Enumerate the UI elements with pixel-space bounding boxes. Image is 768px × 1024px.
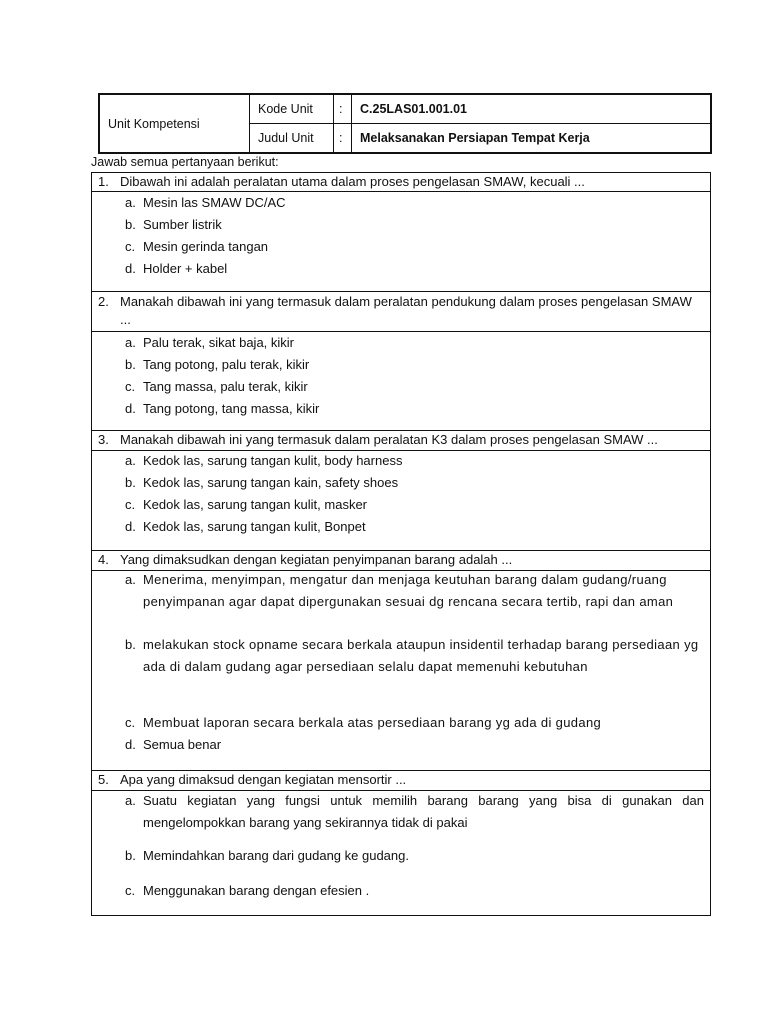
option-text: Tang potong, tang massa, kikir <box>143 401 320 416</box>
option-letter: c. <box>125 379 136 394</box>
question-1 <box>91 172 711 292</box>
option-letter: d. <box>125 261 136 276</box>
option-text: Kedok las, sarung tangan kulit, body harness <box>143 453 403 468</box>
option-text: Semua benar <box>143 737 222 752</box>
option-letter: b. <box>125 475 136 490</box>
option-text: melakukan stock opname secara berkala ataupun insidentil terhadap barang persediaan yg ada di dalam gudang agar persediaan selalu dapat memenuhi kebutuhan <box>143 637 699 674</box>
question-text: Manakah dibawah ini yang termasuk dalam peralatan K3 dalam proses pengelasan SMAW ... <box>120 432 658 447</box>
judul-unit-label: Judul Unit <box>250 124 334 153</box>
option-letter: c. <box>125 239 136 254</box>
question-header <box>92 292 710 332</box>
option-item <box>92 398 704 420</box>
question-number: 5. <box>98 772 109 787</box>
option-text: Menerima, menyimpan, mengatur dan menjaga keutuhan barang dalam gudang/ruang penyimpanan agar dapat dipergunakan sesuai dg rencana secara tertib, rapi dan aman <box>143 572 674 609</box>
option-item <box>92 472 704 494</box>
option-letter: b. <box>125 217 136 232</box>
option-text: Kedok las, sarung tangan kulit, Bonpet <box>143 519 366 534</box>
option-text: Kedok las, sarung tangan kulit, masker <box>143 497 368 512</box>
unit-kompetensi-label: Unit Kompetensi <box>100 95 250 152</box>
option-text: Kedok las, sarung tangan kain, safety shoes <box>143 475 399 490</box>
kode-unit-label: Kode Unit <box>250 95 334 124</box>
option-item <box>92 450 704 472</box>
option-item <box>92 236 704 258</box>
question-3 <box>91 430 711 551</box>
option-text: Mesin las SMAW DC/AC <box>143 195 286 210</box>
option-item <box>92 354 704 376</box>
question-text: Manakah dibawah ini yang termasuk dalam peralatan pendukung dalam proses pengelasan SMAW ... <box>120 294 692 327</box>
question-2 <box>91 291 711 431</box>
question-number: 1. <box>98 174 109 189</box>
option-item <box>92 734 704 756</box>
option-item <box>92 569 704 613</box>
question-text: Dibawah ini adalah peralatan utama dalam proses pengelasan SMAW, kecuali ... <box>120 174 585 189</box>
option-letter: a. <box>125 453 136 468</box>
option-item <box>92 845 704 867</box>
option-text: Holder + kabel <box>143 261 228 276</box>
option-item <box>92 214 704 236</box>
judul-unit-value: Melaksanakan Persiapan Tempat Kerja <box>360 130 590 145</box>
option-text: Menggunakan barang dengan efesien . <box>143 883 370 898</box>
option-text: Suatu kegiatan yang fungsi untuk memilih barang barang yang bisa di gunakan dan mengelompokkan barang yang sekirannya tidak di pakai <box>143 793 704 830</box>
option-item <box>92 880 704 902</box>
question-header <box>92 173 710 192</box>
option-letter: c. <box>125 883 136 898</box>
unit-header-table <box>98 93 712 154</box>
option-item <box>92 494 704 516</box>
option-letter: b. <box>125 357 136 372</box>
option-letter: d. <box>125 737 136 752</box>
option-letter: d. <box>125 519 136 534</box>
option-letter: c. <box>125 715 136 730</box>
option-item <box>92 790 704 834</box>
option-text: Tang massa, palu terak, kikir <box>143 379 308 394</box>
option-text: Membuat laporan secara berkala atas persediaan barang yg ada di gudang <box>143 715 602 730</box>
judul-unit-colon: : <box>334 124 352 153</box>
option-letter: b. <box>125 848 136 863</box>
question-number: 2. <box>98 294 109 309</box>
option-letter: d. <box>125 401 136 416</box>
instruction-text: Jawab semua pertanyaan berikut: <box>91 155 279 169</box>
option-text: Palu terak, sikat baja, kikir <box>143 335 295 350</box>
option-text: Tang potong, palu terak, kikir <box>143 357 310 372</box>
option-item <box>92 634 704 678</box>
kode-unit-value: C.25LAS01.001.01 <box>352 95 710 124</box>
question-header <box>92 551 710 571</box>
option-letter: c. <box>125 497 136 512</box>
option-letter: a. <box>125 572 136 587</box>
option-item <box>92 192 704 214</box>
option-item <box>92 258 704 280</box>
option-letter: a. <box>125 195 136 210</box>
option-text: Mesin gerinda tangan <box>143 239 269 254</box>
question-header <box>92 431 710 451</box>
option-letter: b. <box>125 637 136 652</box>
question-number: 4. <box>98 552 109 567</box>
option-text: Sumber listrik <box>143 217 222 232</box>
option-item <box>92 376 704 398</box>
question-text: Yang dimaksudkan dengan kegiatan penyimpanan barang adalah ... <box>120 552 513 567</box>
question-5 <box>91 770 711 916</box>
question-text: Apa yang dimaksud dengan kegiatan mensortir ... <box>120 772 407 787</box>
kode-unit-colon: : <box>334 95 352 124</box>
question-header <box>92 771 710 791</box>
option-letter: a. <box>125 335 136 350</box>
option-item <box>92 712 704 734</box>
question-4 <box>91 550 711 771</box>
option-item <box>92 332 704 354</box>
option-item <box>92 516 704 538</box>
question-number: 3. <box>98 432 109 447</box>
option-letter: a. <box>125 793 136 808</box>
option-text: Memindahkan barang dari gudang ke gudang. <box>143 848 409 863</box>
